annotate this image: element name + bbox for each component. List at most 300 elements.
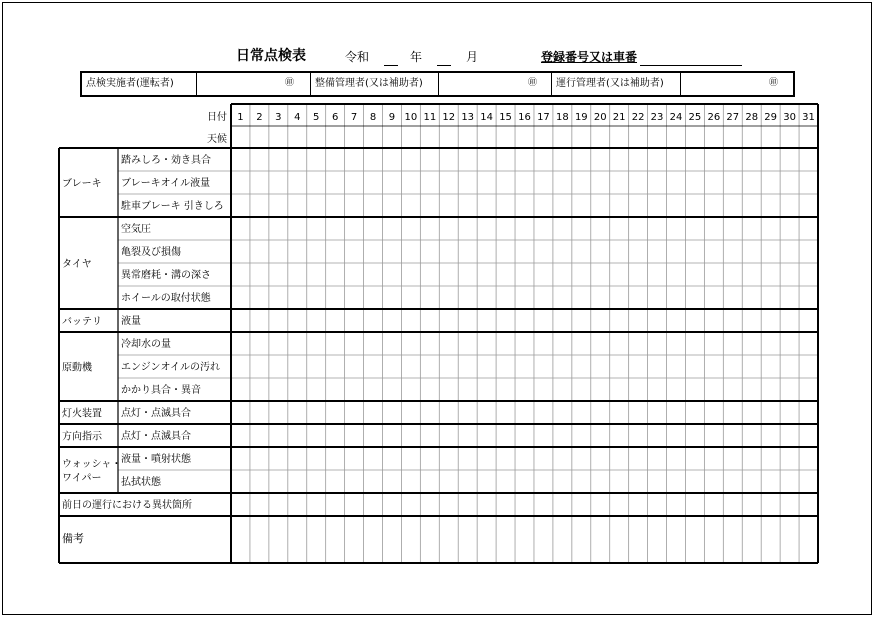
day-cell[interactable] bbox=[420, 126, 439, 148]
day-cell[interactable] bbox=[345, 309, 364, 332]
day-cell[interactable] bbox=[780, 217, 799, 240]
day-cell[interactable] bbox=[269, 355, 288, 378]
day-cell[interactable] bbox=[420, 240, 439, 263]
day-cell[interactable] bbox=[667, 171, 686, 194]
day-cell[interactable] bbox=[231, 332, 250, 355]
day-cell[interactable] bbox=[723, 171, 742, 194]
day-cell[interactable] bbox=[458, 126, 477, 148]
day-cell[interactable] bbox=[439, 401, 458, 424]
day-cell[interactable] bbox=[250, 355, 269, 378]
day-cell[interactable] bbox=[420, 286, 439, 309]
day-cell[interactable] bbox=[799, 447, 818, 470]
day-cell[interactable] bbox=[572, 148, 591, 171]
day-cell[interactable] bbox=[780, 309, 799, 332]
day-cell[interactable] bbox=[439, 194, 458, 217]
day-cell[interactable] bbox=[515, 263, 534, 286]
day-cell[interactable] bbox=[364, 126, 383, 148]
day-cell[interactable] bbox=[496, 194, 515, 217]
day-cell[interactable] bbox=[591, 470, 610, 493]
day-cell[interactable] bbox=[382, 263, 401, 286]
day-cell[interactable] bbox=[515, 447, 534, 470]
day-cell[interactable] bbox=[742, 401, 761, 424]
day-cell[interactable] bbox=[307, 263, 326, 286]
day-cell[interactable] bbox=[704, 194, 723, 217]
day-cell[interactable] bbox=[250, 332, 269, 355]
day-cell[interactable] bbox=[667, 401, 686, 424]
day-cell[interactable] bbox=[439, 263, 458, 286]
day-cell[interactable] bbox=[723, 424, 742, 447]
day-cell[interactable] bbox=[610, 148, 629, 171]
day-cell[interactable] bbox=[553, 286, 572, 309]
day-cell[interactable] bbox=[364, 401, 383, 424]
day-cell[interactable] bbox=[250, 263, 269, 286]
day-cell[interactable] bbox=[610, 401, 629, 424]
day-cell[interactable] bbox=[534, 332, 553, 355]
day-cell[interactable] bbox=[401, 286, 420, 309]
day-cell[interactable] bbox=[250, 470, 269, 493]
day-cell[interactable] bbox=[704, 401, 723, 424]
day-cell[interactable] bbox=[667, 148, 686, 171]
day-cell[interactable] bbox=[307, 148, 326, 171]
day-cell[interactable] bbox=[648, 126, 667, 148]
day-cell[interactable] bbox=[685, 332, 704, 355]
day-cell[interactable] bbox=[269, 309, 288, 332]
day-cell[interactable] bbox=[534, 424, 553, 447]
day-cell[interactable] bbox=[231, 447, 250, 470]
day-cell[interactable] bbox=[345, 194, 364, 217]
day-cell[interactable] bbox=[553, 401, 572, 424]
day-cell[interactable] bbox=[799, 240, 818, 263]
day-cell[interactable] bbox=[723, 126, 742, 148]
day-cell[interactable] bbox=[326, 447, 345, 470]
day-cell[interactable] bbox=[629, 470, 648, 493]
day-cell[interactable] bbox=[439, 332, 458, 355]
previous-day-field[interactable] bbox=[231, 493, 818, 516]
day-cell[interactable] bbox=[591, 194, 610, 217]
day-cell[interactable] bbox=[780, 286, 799, 309]
day-cell[interactable] bbox=[799, 217, 818, 240]
day-cell[interactable] bbox=[439, 309, 458, 332]
day-cell[interactable] bbox=[742, 194, 761, 217]
day-cell[interactable] bbox=[477, 355, 496, 378]
day-cell[interactable] bbox=[591, 240, 610, 263]
day-cell[interactable] bbox=[761, 401, 780, 424]
day-cell[interactable] bbox=[704, 217, 723, 240]
day-cell[interactable] bbox=[326, 217, 345, 240]
day-cell[interactable] bbox=[723, 194, 742, 217]
day-cell[interactable] bbox=[799, 309, 818, 332]
day-cell[interactable] bbox=[572, 217, 591, 240]
day-cell[interactable] bbox=[572, 126, 591, 148]
day-cell[interactable] bbox=[723, 447, 742, 470]
day-cell[interactable] bbox=[761, 286, 780, 309]
day-cell[interactable] bbox=[534, 378, 553, 401]
day-cell[interactable] bbox=[648, 148, 667, 171]
day-cell[interactable] bbox=[761, 126, 780, 148]
day-cell[interactable] bbox=[648, 263, 667, 286]
day-cell[interactable] bbox=[382, 332, 401, 355]
day-cell[interactable] bbox=[364, 309, 383, 332]
day-cell[interactable] bbox=[307, 378, 326, 401]
day-cell[interactable] bbox=[401, 401, 420, 424]
day-cell[interactable] bbox=[534, 470, 553, 493]
day-cell[interactable] bbox=[648, 424, 667, 447]
day-cell[interactable] bbox=[572, 286, 591, 309]
day-cell[interactable] bbox=[667, 424, 686, 447]
day-cell[interactable] bbox=[307, 470, 326, 493]
day-cell[interactable] bbox=[382, 286, 401, 309]
day-cell[interactable] bbox=[572, 378, 591, 401]
day-cell[interactable] bbox=[704, 126, 723, 148]
day-cell[interactable] bbox=[723, 286, 742, 309]
day-cell[interactable] bbox=[326, 286, 345, 309]
day-cell[interactable] bbox=[307, 240, 326, 263]
day-cell[interactable] bbox=[629, 171, 648, 194]
day-cell[interactable] bbox=[610, 470, 629, 493]
day-cell[interactable] bbox=[420, 171, 439, 194]
day-cell[interactable] bbox=[761, 171, 780, 194]
day-cell[interactable] bbox=[477, 470, 496, 493]
day-cell[interactable] bbox=[667, 355, 686, 378]
day-cell[interactable] bbox=[648, 240, 667, 263]
day-cell[interactable] bbox=[515, 148, 534, 171]
day-cell[interactable] bbox=[742, 263, 761, 286]
day-cell[interactable] bbox=[269, 171, 288, 194]
day-cell[interactable] bbox=[496, 263, 515, 286]
day-cell[interactable] bbox=[742, 470, 761, 493]
day-cell[interactable] bbox=[515, 309, 534, 332]
day-cell[interactable] bbox=[780, 355, 799, 378]
day-cell[interactable] bbox=[420, 263, 439, 286]
day-cell[interactable] bbox=[685, 217, 704, 240]
day-cell[interactable] bbox=[742, 217, 761, 240]
day-cell[interactable] bbox=[269, 286, 288, 309]
day-cell[interactable] bbox=[610, 378, 629, 401]
day-cell[interactable] bbox=[629, 217, 648, 240]
day-cell[interactable] bbox=[401, 171, 420, 194]
day-cell[interactable] bbox=[572, 240, 591, 263]
day-cell[interactable] bbox=[648, 309, 667, 332]
day-cell[interactable] bbox=[231, 263, 250, 286]
day-cell[interactable] bbox=[269, 194, 288, 217]
day-cell[interactable] bbox=[364, 194, 383, 217]
day-cell[interactable] bbox=[572, 355, 591, 378]
day-cell[interactable] bbox=[591, 217, 610, 240]
day-cell[interactable] bbox=[648, 401, 667, 424]
day-cell[interactable] bbox=[685, 378, 704, 401]
day-cell[interactable] bbox=[288, 217, 307, 240]
day-cell[interactable] bbox=[364, 263, 383, 286]
day-cell[interactable] bbox=[382, 378, 401, 401]
day-cell[interactable] bbox=[780, 378, 799, 401]
day-cell[interactable] bbox=[250, 148, 269, 171]
day-cell[interactable] bbox=[288, 401, 307, 424]
day-cell[interactable] bbox=[610, 263, 629, 286]
day-cell[interactable] bbox=[364, 171, 383, 194]
day-cell[interactable] bbox=[288, 148, 307, 171]
day-cell[interactable] bbox=[629, 447, 648, 470]
day-cell[interactable] bbox=[458, 194, 477, 217]
day-cell[interactable] bbox=[345, 401, 364, 424]
day-cell[interactable] bbox=[477, 309, 496, 332]
day-cell[interactable] bbox=[761, 263, 780, 286]
day-cell[interactable] bbox=[345, 126, 364, 148]
day-cell[interactable] bbox=[288, 126, 307, 148]
day-cell[interactable] bbox=[420, 148, 439, 171]
day-cell[interactable] bbox=[780, 240, 799, 263]
day-cell[interactable] bbox=[307, 309, 326, 332]
day-cell[interactable] bbox=[250, 286, 269, 309]
day-cell[interactable] bbox=[288, 378, 307, 401]
day-cell[interactable] bbox=[799, 171, 818, 194]
day-cell[interactable] bbox=[477, 332, 496, 355]
day-cell[interactable] bbox=[704, 378, 723, 401]
day-cell[interactable] bbox=[685, 126, 704, 148]
day-cell[interactable] bbox=[629, 194, 648, 217]
day-cell[interactable] bbox=[231, 217, 250, 240]
day-cell[interactable] bbox=[761, 447, 780, 470]
day-cell[interactable] bbox=[780, 470, 799, 493]
day-cell[interactable] bbox=[439, 355, 458, 378]
day-cell[interactable] bbox=[231, 240, 250, 263]
day-cell[interactable] bbox=[629, 148, 648, 171]
day-cell[interactable] bbox=[458, 171, 477, 194]
day-cell[interactable] bbox=[288, 263, 307, 286]
day-cell[interactable] bbox=[553, 378, 572, 401]
day-cell[interactable] bbox=[629, 263, 648, 286]
day-cell[interactable] bbox=[534, 194, 553, 217]
day-cell[interactable] bbox=[799, 378, 818, 401]
day-cell[interactable] bbox=[685, 470, 704, 493]
day-cell[interactable] bbox=[667, 194, 686, 217]
day-cell[interactable] bbox=[458, 424, 477, 447]
day-cell[interactable] bbox=[231, 309, 250, 332]
day-cell[interactable] bbox=[723, 148, 742, 171]
day-cell[interactable] bbox=[401, 332, 420, 355]
day-cell[interactable] bbox=[231, 424, 250, 447]
day-cell[interactable] bbox=[610, 217, 629, 240]
day-cell[interactable] bbox=[439, 447, 458, 470]
day-cell[interactable] bbox=[629, 286, 648, 309]
day-cell[interactable] bbox=[629, 401, 648, 424]
day-cell[interactable] bbox=[326, 194, 345, 217]
day-cell[interactable] bbox=[364, 332, 383, 355]
day-cell[interactable] bbox=[723, 309, 742, 332]
day-cell[interactable] bbox=[382, 171, 401, 194]
day-cell[interactable] bbox=[382, 240, 401, 263]
day-cell[interactable] bbox=[269, 240, 288, 263]
day-cell[interactable] bbox=[496, 148, 515, 171]
day-cell[interactable] bbox=[477, 194, 496, 217]
day-cell[interactable] bbox=[382, 217, 401, 240]
day-cell[interactable] bbox=[534, 240, 553, 263]
day-cell[interactable] bbox=[477, 240, 496, 263]
day-cell[interactable] bbox=[401, 424, 420, 447]
day-cell[interactable] bbox=[420, 401, 439, 424]
day-cell[interactable] bbox=[799, 286, 818, 309]
day-cell[interactable] bbox=[742, 378, 761, 401]
day-cell[interactable] bbox=[326, 424, 345, 447]
day-cell[interactable] bbox=[515, 126, 534, 148]
day-cell[interactable] bbox=[496, 470, 515, 493]
day-cell[interactable] bbox=[667, 126, 686, 148]
day-cell[interactable] bbox=[553, 470, 572, 493]
day-cell[interactable] bbox=[250, 447, 269, 470]
day-cell[interactable] bbox=[250, 401, 269, 424]
day-cell[interactable] bbox=[534, 126, 553, 148]
day-cell[interactable] bbox=[477, 217, 496, 240]
day-cell[interactable] bbox=[723, 470, 742, 493]
day-cell[interactable] bbox=[685, 148, 704, 171]
day-cell[interactable] bbox=[629, 332, 648, 355]
day-cell[interactable] bbox=[723, 217, 742, 240]
day-cell[interactable] bbox=[799, 470, 818, 493]
day-cell[interactable] bbox=[629, 126, 648, 148]
day-cell[interactable] bbox=[326, 401, 345, 424]
day-cell[interactable] bbox=[496, 171, 515, 194]
day-cell[interactable] bbox=[307, 171, 326, 194]
day-cell[interactable] bbox=[685, 240, 704, 263]
day-cell[interactable] bbox=[685, 355, 704, 378]
day-cell[interactable] bbox=[458, 355, 477, 378]
day-cell[interactable] bbox=[231, 171, 250, 194]
day-cell[interactable] bbox=[515, 378, 534, 401]
day-cell[interactable] bbox=[250, 424, 269, 447]
day-cell[interactable] bbox=[458, 447, 477, 470]
day-cell[interactable] bbox=[382, 148, 401, 171]
day-cell[interactable] bbox=[742, 309, 761, 332]
day-cell[interactable] bbox=[667, 217, 686, 240]
day-cell[interactable] bbox=[685, 286, 704, 309]
day-cell[interactable] bbox=[420, 309, 439, 332]
day-cell[interactable] bbox=[685, 309, 704, 332]
day-cell[interactable] bbox=[572, 263, 591, 286]
day-cell[interactable] bbox=[458, 332, 477, 355]
day-cell[interactable] bbox=[250, 194, 269, 217]
day-cell[interactable] bbox=[553, 194, 572, 217]
day-cell[interactable] bbox=[515, 424, 534, 447]
day-cell[interactable] bbox=[515, 217, 534, 240]
day-cell[interactable] bbox=[231, 126, 250, 148]
day-cell[interactable] bbox=[553, 171, 572, 194]
day-cell[interactable] bbox=[307, 126, 326, 148]
day-cell[interactable] bbox=[515, 401, 534, 424]
day-cell[interactable] bbox=[458, 378, 477, 401]
day-cell[interactable] bbox=[761, 378, 780, 401]
day-cell[interactable] bbox=[458, 217, 477, 240]
day-cell[interactable] bbox=[648, 470, 667, 493]
day-cell[interactable] bbox=[496, 309, 515, 332]
day-cell[interactable] bbox=[534, 309, 553, 332]
day-cell[interactable] bbox=[326, 378, 345, 401]
day-cell[interactable] bbox=[420, 378, 439, 401]
day-cell[interactable] bbox=[780, 126, 799, 148]
day-cell[interactable] bbox=[704, 171, 723, 194]
day-cell[interactable] bbox=[477, 171, 496, 194]
day-cell[interactable] bbox=[364, 240, 383, 263]
day-cell[interactable] bbox=[610, 126, 629, 148]
day-cell[interactable] bbox=[761, 355, 780, 378]
day-cell[interactable] bbox=[553, 217, 572, 240]
day-cell[interactable] bbox=[288, 240, 307, 263]
day-cell[interactable] bbox=[326, 332, 345, 355]
day-cell[interactable] bbox=[648, 194, 667, 217]
day-cell[interactable] bbox=[742, 355, 761, 378]
day-cell[interactable] bbox=[515, 470, 534, 493]
day-cell[interactable] bbox=[534, 447, 553, 470]
day-cell[interactable] bbox=[572, 470, 591, 493]
day-cell[interactable] bbox=[704, 332, 723, 355]
day-cell[interactable] bbox=[685, 171, 704, 194]
day-cell[interactable] bbox=[704, 263, 723, 286]
day-cell[interactable] bbox=[250, 171, 269, 194]
day-cell[interactable] bbox=[401, 378, 420, 401]
day-cell[interactable] bbox=[629, 378, 648, 401]
day-cell[interactable] bbox=[477, 378, 496, 401]
day-cell[interactable] bbox=[477, 263, 496, 286]
day-cell[interactable] bbox=[553, 447, 572, 470]
day-cell[interactable] bbox=[648, 171, 667, 194]
day-cell[interactable] bbox=[667, 447, 686, 470]
day-cell[interactable] bbox=[534, 217, 553, 240]
day-cell[interactable] bbox=[591, 263, 610, 286]
day-cell[interactable] bbox=[345, 332, 364, 355]
day-cell[interactable] bbox=[780, 447, 799, 470]
day-cell[interactable] bbox=[288, 355, 307, 378]
day-cell[interactable] bbox=[610, 240, 629, 263]
day-cell[interactable] bbox=[667, 286, 686, 309]
day-cell[interactable] bbox=[496, 240, 515, 263]
day-cell[interactable] bbox=[667, 470, 686, 493]
day-cell[interactable] bbox=[534, 286, 553, 309]
day-cell[interactable] bbox=[572, 401, 591, 424]
day-cell[interactable] bbox=[382, 194, 401, 217]
day-cell[interactable] bbox=[704, 240, 723, 263]
day-cell[interactable] bbox=[799, 355, 818, 378]
day-cell[interactable] bbox=[534, 263, 553, 286]
day-cell[interactable] bbox=[761, 470, 780, 493]
day-cell[interactable] bbox=[534, 171, 553, 194]
day-cell[interactable] bbox=[629, 309, 648, 332]
day-cell[interactable] bbox=[420, 355, 439, 378]
day-cell[interactable] bbox=[780, 194, 799, 217]
day-cell[interactable] bbox=[288, 286, 307, 309]
day-cell[interactable] bbox=[667, 378, 686, 401]
day-cell[interactable] bbox=[382, 447, 401, 470]
day-cell[interactable] bbox=[496, 424, 515, 447]
day-cell[interactable] bbox=[704, 424, 723, 447]
day-cell[interactable] bbox=[553, 148, 572, 171]
day-cell[interactable] bbox=[799, 424, 818, 447]
day-cell[interactable] bbox=[553, 424, 572, 447]
day-cell[interactable] bbox=[742, 148, 761, 171]
day-cell[interactable] bbox=[553, 332, 572, 355]
day-cell[interactable] bbox=[799, 401, 818, 424]
day-cell[interactable] bbox=[307, 447, 326, 470]
day-cell[interactable] bbox=[572, 171, 591, 194]
day-cell[interactable] bbox=[420, 332, 439, 355]
day-cell[interactable] bbox=[515, 286, 534, 309]
day-cell[interactable] bbox=[250, 309, 269, 332]
day-cell[interactable] bbox=[572, 447, 591, 470]
day-cell[interactable] bbox=[780, 424, 799, 447]
day-cell[interactable] bbox=[364, 355, 383, 378]
day-cell[interactable] bbox=[364, 148, 383, 171]
day-cell[interactable] bbox=[648, 217, 667, 240]
day-cell[interactable] bbox=[742, 126, 761, 148]
day-cell[interactable] bbox=[439, 148, 458, 171]
day-cell[interactable] bbox=[401, 217, 420, 240]
